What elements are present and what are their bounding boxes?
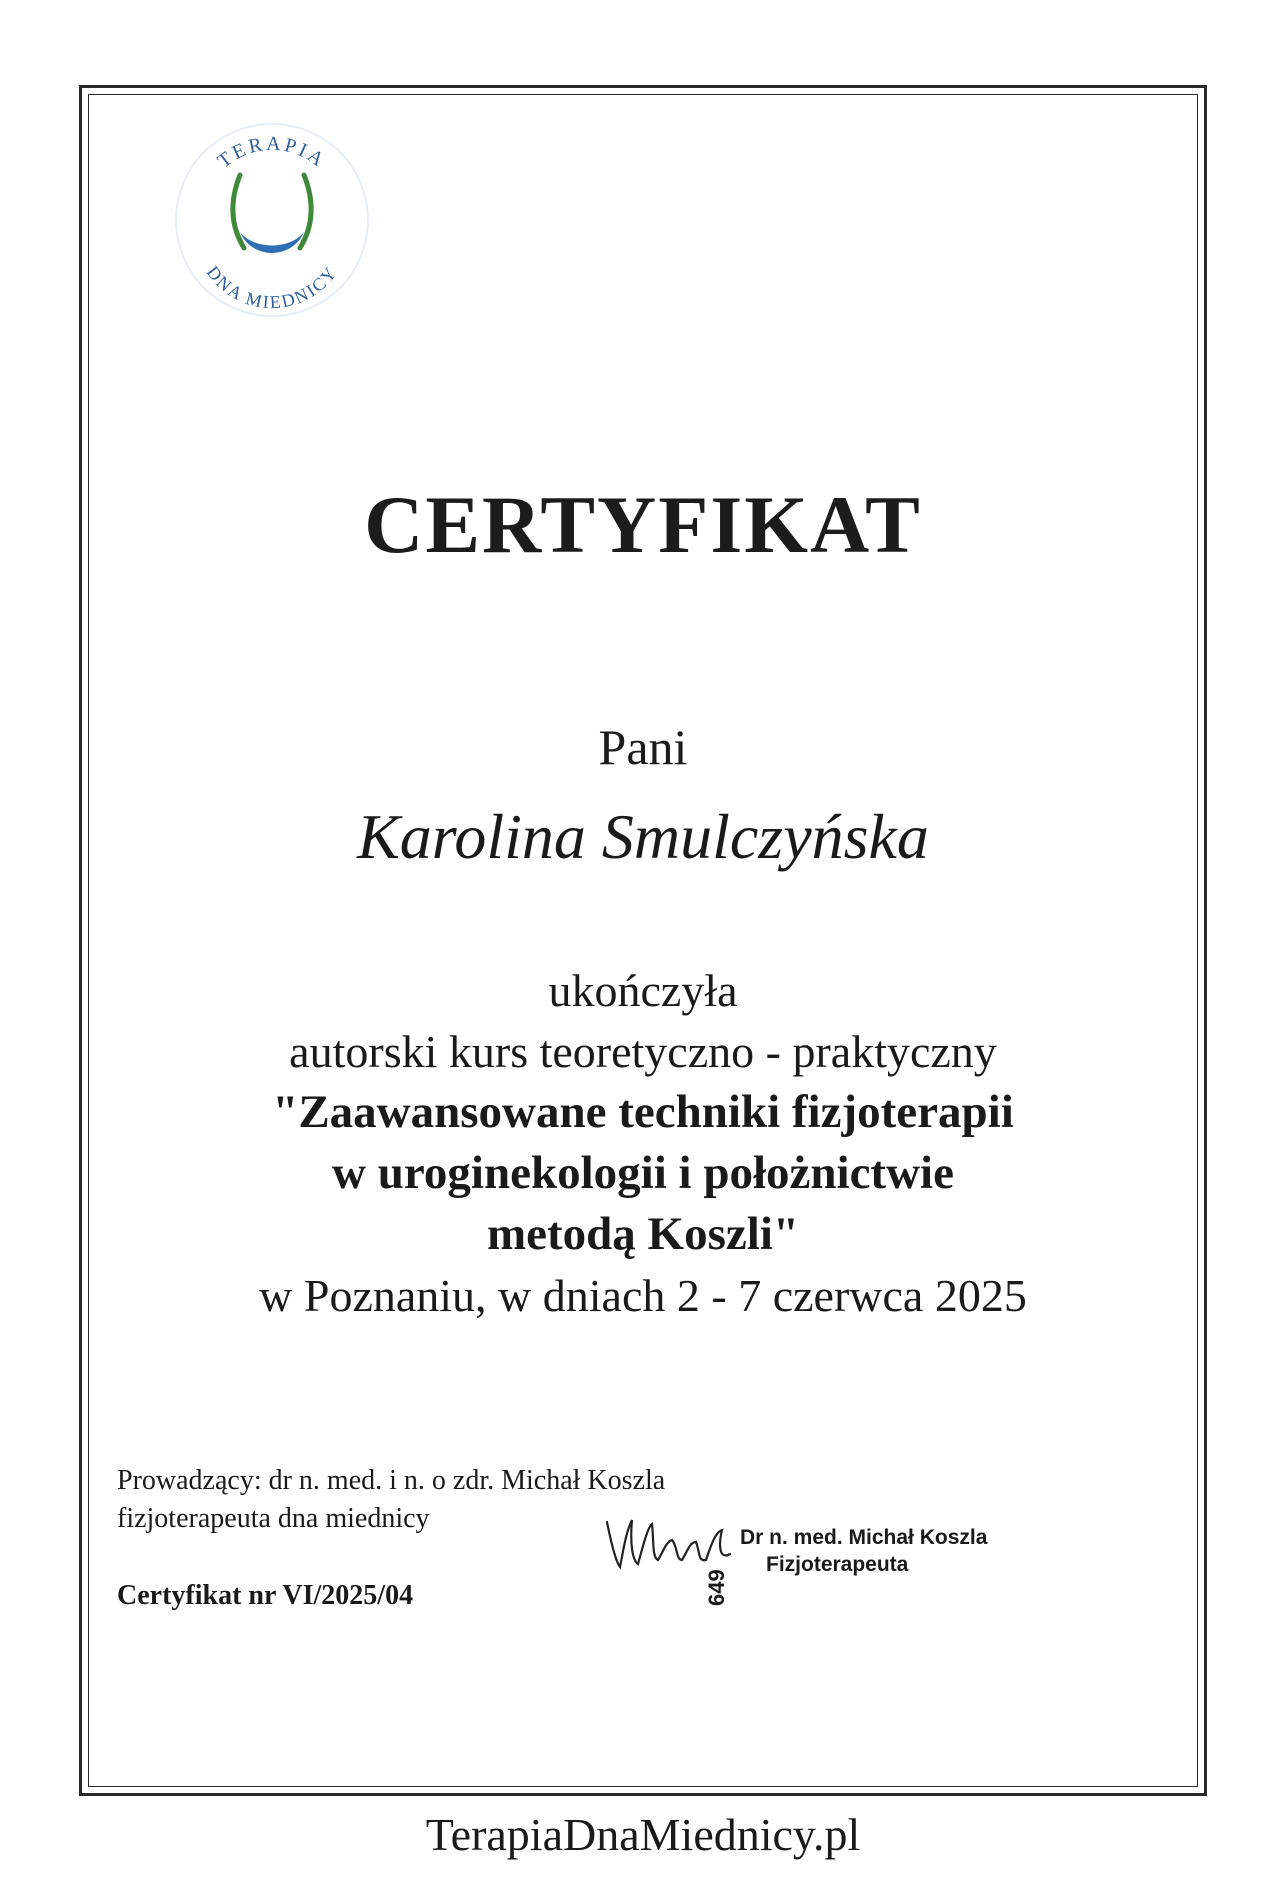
course-title-line: "Zaawansowane techniki fizjoterapii [272, 1086, 1014, 1138]
certificate-title: CERTYFIKAT [364, 479, 922, 570]
place-date: w Poznaniu, w dniach 2 - 7 czerwca 2025 [259, 1270, 1027, 1321]
stamp-number: 649 [704, 1569, 729, 1606]
course-title-line: metodą Koszli" [487, 1208, 799, 1260]
logo-top-text: TERAPIA [213, 132, 331, 173]
instructor-role: fizjoterapeuta dna miednicy [117, 1503, 430, 1534]
recipient-name: Karolina Smulczyńska [357, 801, 929, 872]
certificate-number: Certyfikat nr VI/2025/04 [117, 1580, 414, 1611]
terapia-dna-miednicy-logo [172, 120, 372, 320]
course-description: autorski kurs teoretyczno - praktyczny [289, 1026, 997, 1077]
completed-text: ukończyła [548, 965, 738, 1016]
logo-bottom-text: DNA MIEDNICY [202, 262, 342, 313]
course-title-line: w uroginekologii i położnictwie [332, 1147, 954, 1199]
instructor-info [117, 1462, 665, 1538]
instructor-line: Prowadzący: dr n. med. i n. o zdr. Michał Koszla [117, 1465, 666, 1496]
course-title [88, 1082, 1198, 1265]
stamp-role: Fizjoterapeuta [766, 1553, 909, 1576]
stamp [740, 1524, 987, 1578]
website: TerapiaDnaMiednicy.pl [425, 1809, 861, 1860]
salutation: Pani [598, 719, 688, 775]
stamp-name: Dr n. med. Michał Koszla [740, 1526, 988, 1549]
